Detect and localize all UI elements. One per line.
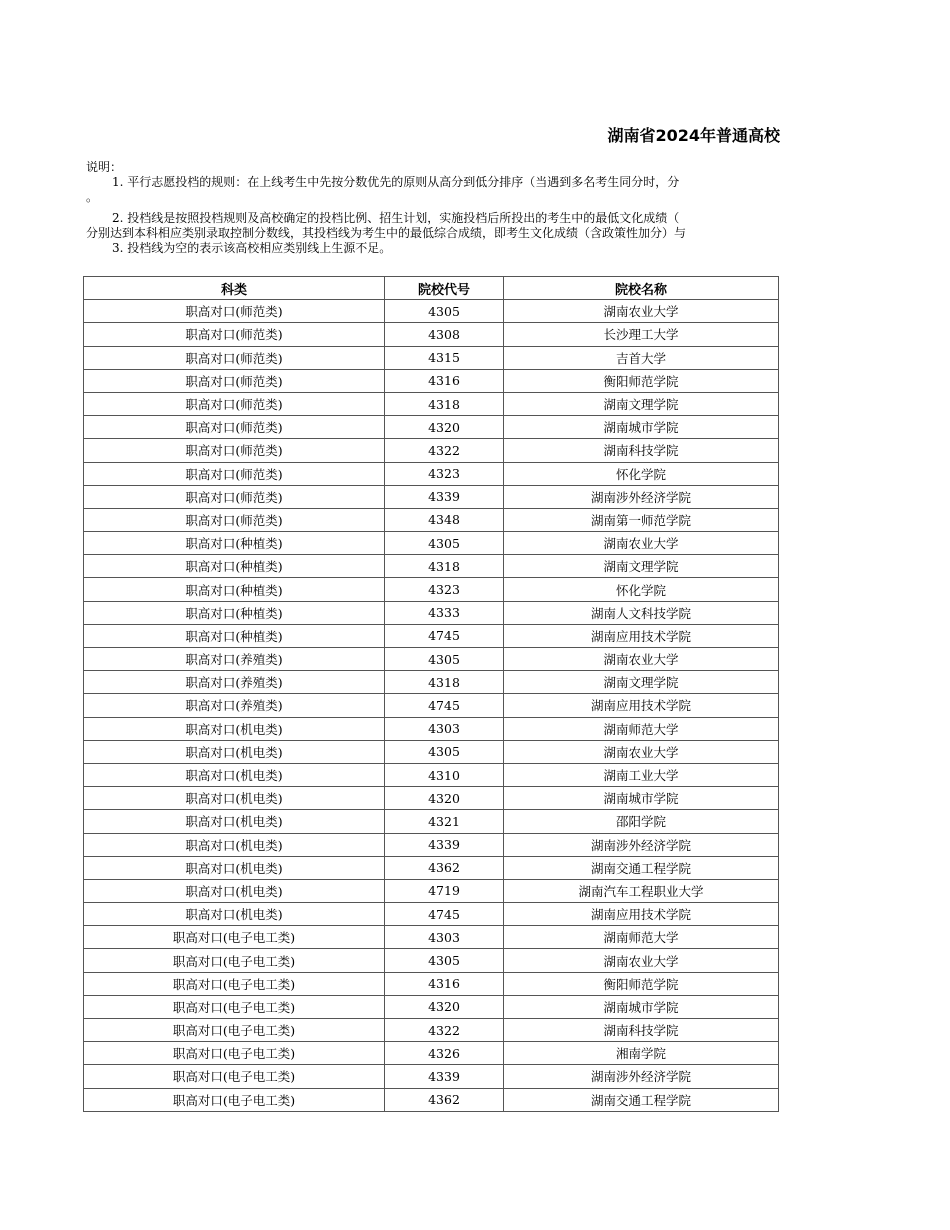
school-name-cell: 湖南涉外经济学院 [504,485,779,508]
table-row [84,810,779,833]
table-row [84,972,779,995]
school-name-cell: 湖南师范大学 [504,717,779,740]
school-code-cell: 4348 [385,508,504,531]
school-name-cell: 吉首大学 [504,346,779,369]
school-code-cell: 4745 [385,903,504,926]
category-cell: 职高对口(电子电工类) [84,949,385,972]
school-code-cell: 4308 [385,323,504,346]
school-name-cell: 湖南工业大学 [504,763,779,786]
school-code-cell: 4745 [385,694,504,717]
school-name-cell: 湖南文理学院 [504,392,779,415]
table-row [84,1019,779,1042]
category-cell: 职高对口(电子电工类) [84,1019,385,1042]
category-cell: 职高对口(师范类) [84,300,385,323]
school-code-cell: 4316 [385,972,504,995]
table-row [84,508,779,531]
table-row [84,624,779,647]
category-cell: 职高对口(电子电工类) [84,972,385,995]
school-code-cell: 4305 [385,949,504,972]
table-header-row [84,277,779,300]
school-name-cell: 湖南应用技术学院 [504,624,779,647]
category-cell: 职高对口(机电类) [84,740,385,763]
table-row [84,879,779,902]
header-category: 科类 [84,277,385,300]
table-row [84,416,779,439]
table-row [84,648,779,671]
notes-section [86,160,778,256]
school-name-cell: 湖南城市学院 [504,416,779,439]
category-cell: 职高对口(机电类) [84,879,385,902]
school-code-cell: 4323 [385,462,504,485]
school-code-cell: 4339 [385,833,504,856]
table-row [84,717,779,740]
category-cell: 职高对口(机电类) [84,763,385,786]
school-name-cell: 湖南农业大学 [504,648,779,671]
school-name-cell: 湖南农业大学 [504,532,779,555]
note-2-continuation: 分别达到本科相应类别录取控制分数线，其投档线为考生中的最低综合成绩，即考生文化成绩（含政策性加分）与 [86,226,687,240]
school-name-cell: 湖南应用技术学院 [504,903,779,926]
table-row [84,856,779,879]
school-code-cell: 4320 [385,416,504,439]
category-cell: 职高对口(种植类) [84,578,385,601]
table-row [84,346,779,369]
category-cell: 职高对口(师范类) [84,485,385,508]
school-code-cell: 4316 [385,369,504,392]
table-row [84,995,779,1018]
table-row [84,926,779,949]
header-school-name: 院校名称 [504,277,779,300]
category-cell: 职高对口(电子电工类) [84,926,385,949]
school-name-cell: 邵阳学院 [504,810,779,833]
school-code-cell: 4323 [385,578,504,601]
school-name-cell: 长沙理工大学 [504,323,779,346]
category-cell: 职高对口(种植类) [84,532,385,555]
school-code-cell: 4745 [385,624,504,647]
school-name-cell: 湖南交通工程学院 [504,1088,779,1111]
table-row [84,392,779,415]
category-cell: 职高对口(机电类) [84,717,385,740]
school-code-cell: 4318 [385,392,504,415]
category-cell: 职高对口(电子电工类) [84,1065,385,1088]
school-code-cell: 4339 [385,485,504,508]
page-title: 湖南省2024年普通高校 [607,126,780,145]
category-cell: 职高对口(机电类) [84,810,385,833]
table-row [84,555,779,578]
category-cell: 职高对口(机电类) [84,856,385,879]
table-row [84,740,779,763]
category-cell: 职高对口(师范类) [84,416,385,439]
school-name-cell: 湖南城市学院 [504,787,779,810]
category-cell: 职高对口(机电类) [84,787,385,810]
school-code-cell: 4321 [385,810,504,833]
category-cell: 职高对口(机电类) [84,903,385,926]
category-cell: 职高对口(师范类) [84,392,385,415]
school-name-cell: 湖南师范大学 [504,926,779,949]
category-cell: 职高对口(种植类) [84,601,385,624]
school-code-cell: 4305 [385,648,504,671]
category-cell: 职高对口(师范类) [84,369,385,392]
school-name-cell: 湖南应用技术学院 [504,694,779,717]
category-cell: 职高对口(电子电工类) [84,995,385,1018]
category-cell: 职高对口(电子电工类) [84,1042,385,1065]
school-name-cell: 湖南交通工程学院 [504,856,779,879]
table-row [84,532,779,555]
category-cell: 职高对口(师范类) [84,323,385,346]
school-name-cell: 湘南学院 [504,1042,779,1065]
table-row [84,369,779,392]
school-code-cell: 4339 [385,1065,504,1088]
school-name-cell: 湖南农业大学 [504,949,779,972]
note-1: 1. 平行志愿投档的规则：在上线考生中先按分数优先的原则从高分到低分排序（当遇到多名考生同分时，分 [112,175,680,189]
table-row [84,694,779,717]
school-name-cell: 湖南科技学院 [504,1019,779,1042]
notes-label: 说明： [86,160,123,174]
school-name-cell: 湖南文理学院 [504,555,779,578]
school-code-cell: 4719 [385,879,504,902]
note-1-continuation: 。 [86,190,99,204]
school-name-cell: 湖南文理学院 [504,671,779,694]
category-cell: 职高对口(机电类) [84,833,385,856]
table-row [84,903,779,926]
table-row [84,323,779,346]
school-code-cell: 4326 [385,1042,504,1065]
school-name-cell: 怀化学院 [504,462,779,485]
category-cell: 职高对口(种植类) [84,624,385,647]
school-name-cell: 湖南农业大学 [504,740,779,763]
school-code-cell: 4322 [385,1019,504,1042]
school-code-cell: 4305 [385,300,504,323]
school-code-cell: 4362 [385,1088,504,1111]
table-row [84,439,779,462]
school-code-cell: 4305 [385,740,504,763]
table-row [84,578,779,601]
school-name-cell: 湖南汽车工程职业大学 [504,879,779,902]
school-name-cell: 湖南第一师范学院 [504,508,779,531]
table-row [84,763,779,786]
school-name-cell: 湖南农业大学 [504,300,779,323]
school-code-cell: 4322 [385,439,504,462]
admission-table [83,276,779,1112]
category-cell: 职高对口(养殖类) [84,648,385,671]
note-2: 2. 投档线是按照投档规则及高校确定的投档比例、招生计划，实施投档后所投出的考生中的最低文化成绩（ [112,211,680,225]
header-school-code: 院校代号 [385,277,504,300]
table-row [84,462,779,485]
school-name-cell: 湖南涉外经济学院 [504,1065,779,1088]
school-code-cell: 4303 [385,717,504,740]
table-row [84,787,779,810]
category-cell: 职高对口(养殖类) [84,671,385,694]
school-code-cell: 4318 [385,555,504,578]
table-row [84,1065,779,1088]
school-code-cell: 4305 [385,532,504,555]
school-code-cell: 4303 [385,926,504,949]
school-name-cell: 衡阳师范学院 [504,369,779,392]
category-cell: 职高对口(师范类) [84,346,385,369]
table-row [84,300,779,323]
school-name-cell: 湖南人文科技学院 [504,601,779,624]
table-row [84,1042,779,1065]
category-cell: 职高对口(电子电工类) [84,1088,385,1111]
table-row [84,833,779,856]
school-code-cell: 4362 [385,856,504,879]
school-name-cell: 湖南涉外经济学院 [504,833,779,856]
school-name-cell: 湖南城市学院 [504,995,779,1018]
table-row [84,601,779,624]
school-name-cell: 湖南科技学院 [504,439,779,462]
category-cell: 职高对口(师范类) [84,508,385,531]
school-code-cell: 4333 [385,601,504,624]
category-cell: 职高对口(种植类) [84,555,385,578]
note-3: 3. 投档线为空的表示该高校相应类别线上生源不足。 [112,241,392,255]
school-code-cell: 4315 [385,346,504,369]
school-code-cell: 4310 [385,763,504,786]
table-row [84,671,779,694]
table-row [84,949,779,972]
category-cell: 职高对口(师范类) [84,462,385,485]
table-row [84,1088,779,1111]
category-cell: 职高对口(养殖类) [84,694,385,717]
table-body [84,300,779,1112]
school-code-cell: 4320 [385,787,504,810]
category-cell: 职高对口(师范类) [84,439,385,462]
school-name-cell: 怀化学院 [504,578,779,601]
school-name-cell: 衡阳师范学院 [504,972,779,995]
table-row [84,485,779,508]
school-code-cell: 4320 [385,995,504,1018]
school-code-cell: 4318 [385,671,504,694]
